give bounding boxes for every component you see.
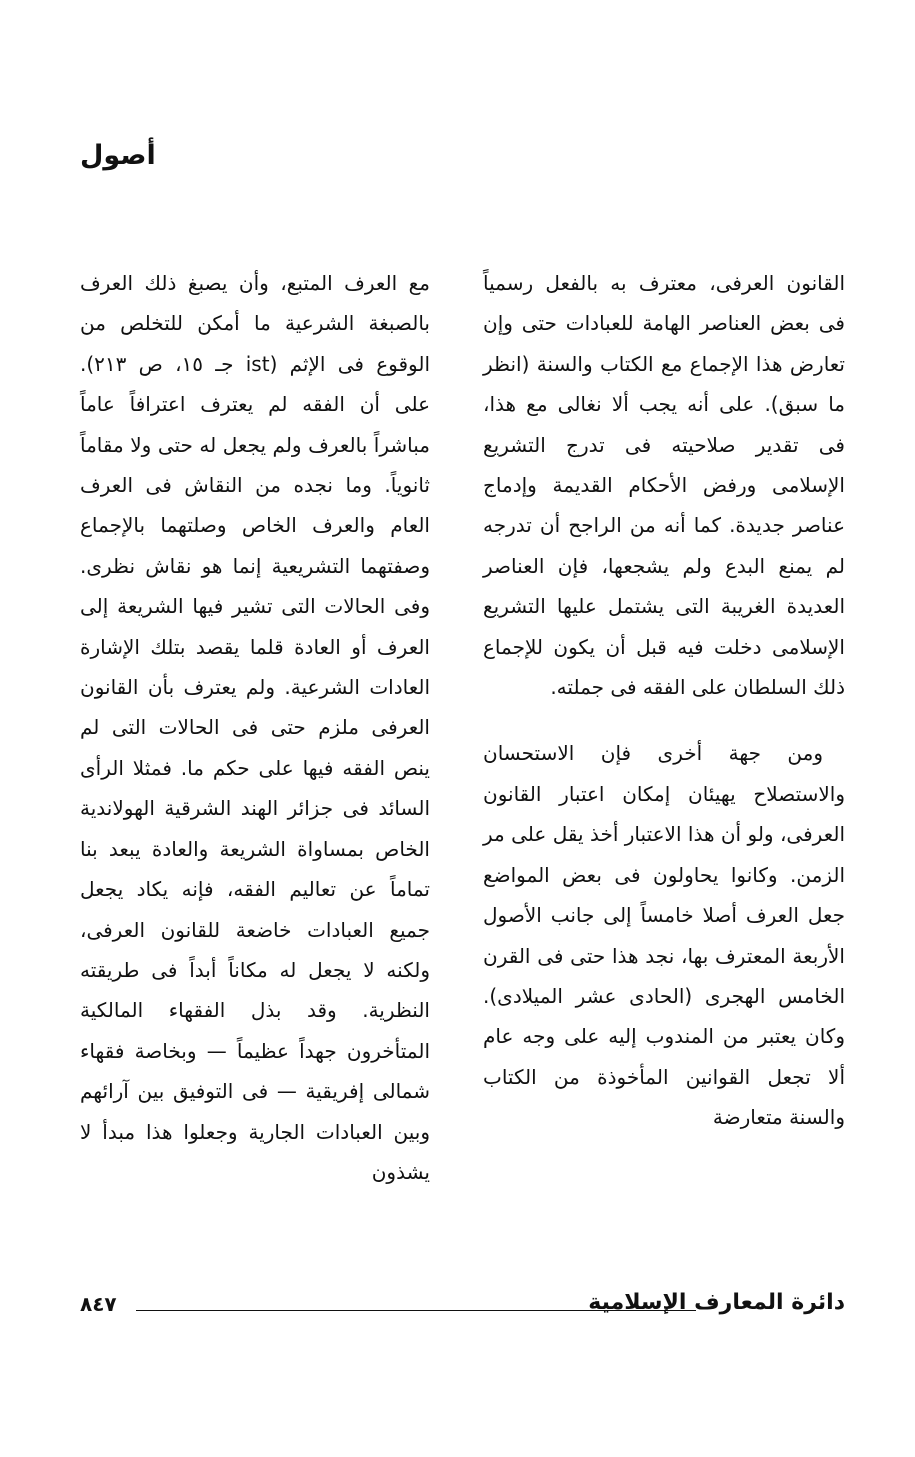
text-column-right xyxy=(483,263,845,1138)
text-column-left xyxy=(80,263,430,1192)
page-footer xyxy=(80,1288,845,1324)
paragraph: القانون العرفى، معترف به بالفعل رسمياً فى بعض العناصر الهامة للعبادات حتى وإن تعارض هذا الإجماع مع الكتاب والسنة (انظر ما سبق). على أنه يجب ألا نغالى مع هذا، فى تقدير صلاحيته فى تدرج التشريع الإسلامى ورفض الأحكام القديمة وإدماج عناصر جديدة. كما أنه من الراجح أن تدرجه لم يمنع البدع ولم يشجعها، فإن العناصر العديدة الغريبة التى يشتمل عليها التشريع الإسلامى دخلت فيه قبل أن يكون للإجماع ذلك السلطان على الفقه فى جملته. xyxy=(483,271,845,700)
paragraph: ومن جهة أخرى فإن الاستحسان والاستصلاح يهيئان إمكان اعتبار القانون العرفى، ولو أن هذا الاعتبار أخذ يقل على مر الزمن. وكانوا يحاولون فى بعض المواضع جعل العرف أصلا خامساً إلى جانب الأصول الأربعة المعترف بها، نجد هذا حتى فى القرن الخامس الهجرى (الحادى عشر الميلادى). وكان يعتبر من المندوب إليه على وجه عام ألا تجعل القوانين المأخوذة من الكتاب والسنة متعارضة xyxy=(483,741,845,1130)
page-number: ٨٤٧ xyxy=(80,1292,117,1316)
journal-title: دائرة المعارف الإسلامية xyxy=(588,1290,845,1315)
paragraph: مع العرف المتبع، وأن يصبغ ذلك العرف بالصبغة الشرعية ما أمكن للتخلص من الوقوع فى الإثم (ist جـ ١٥، ص ٢١٣). على أن الفقه لم يعترف اعترافاً عاماً مباشراً بالعرف ولم يجعل له حتى ولا مقاماً ثانوياً. وما نجده من النقاش فى العرف العام والعرف الخاص وصلتهما بالإجماع وصفتهما التشريعية إنما هو نقاش نظرى. وفى الحالات التى تشير فيها الشريعة إلى العرف أو العادة قلما يقصد بتلك الإشارة العادات الشرعية. ولم يعترف بأن القانون العرفى ملزم حتى فى الحالات التى لم ينص الفقه فيها على حكم ما. فمثلا الرأى السائد فى جزائر الهند الشرقية الهولاندية الخاص بمساواة الشريعة والعادة يبعد بنا تماماً عن تعاليم الفقه، فإنه يكاد يجعل جميع العبادات خاضعة للقانون العرفى، ولكنه لا يجعل له مكاناً أبداً فى طريقته النظرية. وقد بذل الفقهاء المالكية المتأخرون جهداً عظيماً — وبخاصة فقهاء شمالى إفريقية — فى التوفيق بين آرائهم وبين العبادات الجارية وجعلوا هذا مبدأ لا يشذون xyxy=(80,271,430,1184)
running-head-title: أصول xyxy=(80,140,156,171)
